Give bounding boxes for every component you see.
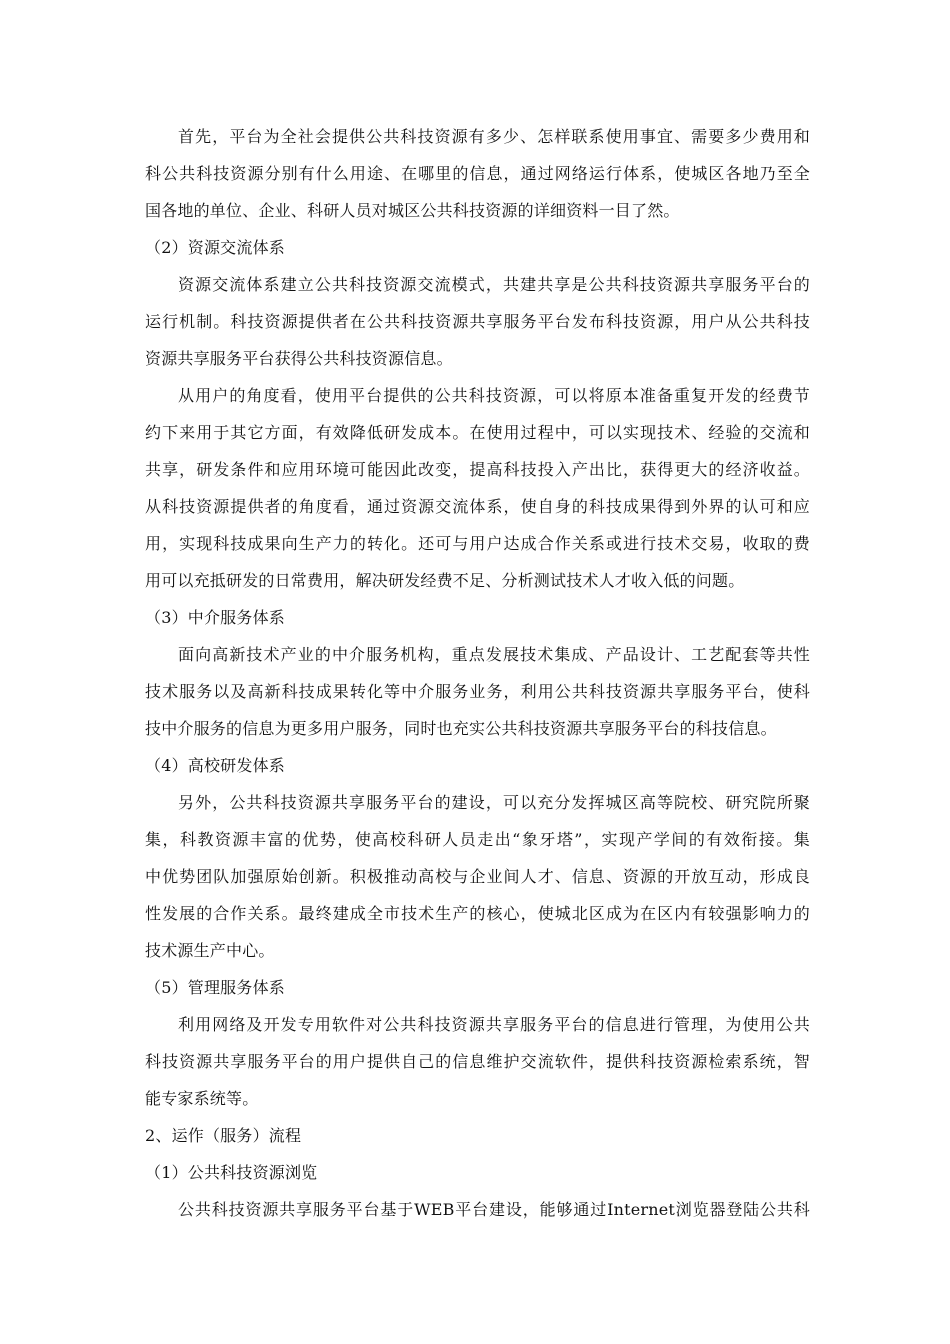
paragraph-line: 另外，公共科技资源共享服务平台的建设，可以充分发挥城区高等院校、研究院所聚	[178, 793, 810, 812]
paragraph-line: 科技资源共享服务平台的用户提供自己的信息维护交流软件，提供科技资源检索系统，智	[145, 1052, 810, 1071]
section-heading: （3）中介服务体系	[145, 608, 285, 627]
paragraph-line: 公共科技资源共享服务平台基于WEB平台建设，能够通过Internet浏览器登陆公共科	[178, 1200, 810, 1219]
paragraph-line: 集，科教资源丰富的优势，使高校科研人员走出“象牙塔”，实现产学间的有效衔接。集	[145, 830, 810, 849]
paragraph-line: 技术源生产中心。	[145, 941, 275, 960]
paragraph-line: 中优势团队加强原始创新。积极推动高校与企业间人才、信息、资源的开放互动，形成良	[145, 867, 810, 886]
paragraph-line: 首先，平台为全社会提供公共科技资源有多少、怎样联系使用事宜、需要多少费用和	[178, 127, 810, 146]
section-heading: 2、运作（服务）流程	[145, 1126, 302, 1145]
paragraph-line: 用，实现科技成果向生产力的转化。还可与用户达成合作关系或进行技术交易，收取的费	[145, 534, 810, 553]
section-heading: （4）高校研发体系	[145, 756, 285, 775]
paragraph-line: 性发展的合作关系。最终建成全市技术生产的核心，使城北区成为在区内有较强影响力的	[145, 904, 810, 923]
paragraph-line: 运行机制。科技资源提供者在公共科技资源共享服务平台发布科技资源，用户从公共科技	[145, 312, 810, 331]
paragraph-line: 用可以充抵研发的日常费用，解决研发经费不足、分析测试技术人才收入低的问题。	[145, 571, 745, 590]
paragraph-line: 技中介服务的信息为更多用户服务，同时也充实公共科技资源共享服务平台的科技信息。	[145, 719, 777, 738]
paragraph-line: 国各地的单位、企业、科研人员对城区公共科技资源的详细资料一目了然。	[145, 201, 680, 220]
paragraph-line: 面向高新技术产业的中介服务机构，重点发展技术集成、产品设计、工艺配套等共性	[178, 645, 810, 664]
paragraph-line: 共享，研发条件和应用环境可能因此改变，提高科技投入产出比，获得更大的经济收益。	[145, 460, 810, 479]
paragraph-line: 技术服务以及高新科技成果转化等中介服务业务，利用公共科技资源共享服务平台，使科	[145, 682, 810, 701]
paragraph-line: 资源共享服务平台获得公共科技资源信息。	[145, 349, 453, 368]
paragraph-line: 科公共科技资源分别有什么用途、在哪里的信息，通过网络运行体系，使城区各地乃至全	[145, 164, 810, 183]
paragraph-line: 能专家系统等。	[145, 1089, 259, 1108]
paragraph-line: 资源交流体系建立公共科技资源交流模式，共建共享是公共科技资源共享服务平台的	[178, 275, 810, 294]
paragraph-line: 约下来用于其它方面，有效降低研发成本。在使用过程中，可以实现技术、经验的交流和	[145, 423, 810, 442]
document-body	[145, 118, 810, 1228]
paragraph-line: 利用网络及开发专用软件对公共科技资源共享服务平台的信息进行管理，为使用公共	[178, 1015, 810, 1034]
paragraph-line: 从用户的角度看，使用平台提供的公共科技资源，可以将原本准备重复开发的经费节	[178, 386, 810, 405]
section-heading: （2）资源交流体系	[145, 238, 285, 257]
section-heading: （1）公共科技资源浏览	[145, 1163, 318, 1182]
paragraph-line: 从科技资源提供者的角度看，通过资源交流体系，使自身的科技成果得到外界的认可和应	[145, 497, 810, 516]
section-heading: （5）管理服务体系	[145, 978, 285, 997]
